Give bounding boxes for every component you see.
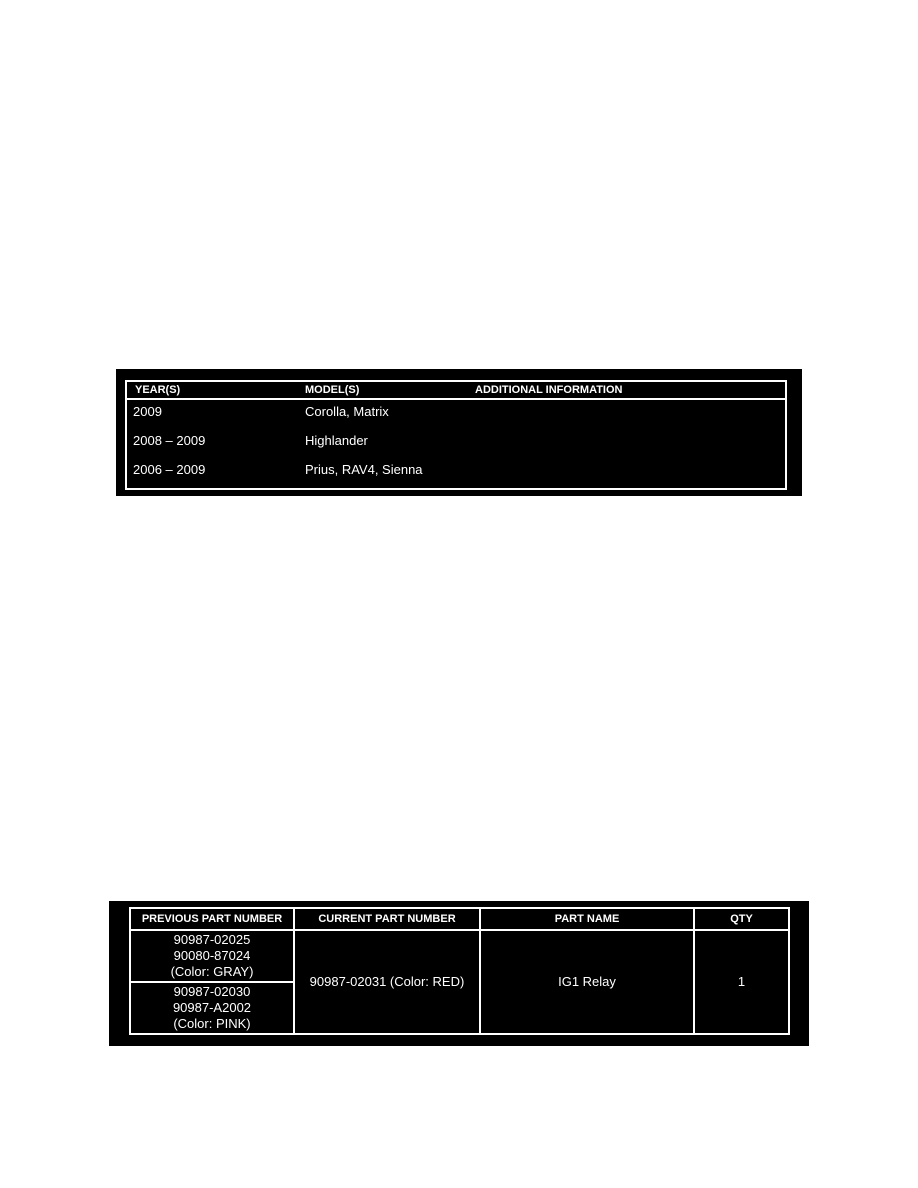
applicability-table-frame bbox=[125, 380, 787, 490]
applicability-table bbox=[116, 369, 802, 496]
applicability-row bbox=[127, 460, 785, 480]
parts-header-row bbox=[130, 908, 789, 930]
header-model: MODEL(S) bbox=[305, 384, 360, 396]
applicability-row bbox=[127, 431, 785, 451]
header-qty: QTY bbox=[694, 908, 789, 930]
row-model: Prius, RAV4, Sienna bbox=[305, 462, 423, 477]
header-additional-info: ADDITIONAL INFORMATION bbox=[475, 384, 623, 396]
applicability-header-row bbox=[127, 382, 785, 400]
header-part-name: PART NAME bbox=[480, 908, 694, 930]
header-previous-part-number: PREVIOUS PART NUMBER bbox=[130, 908, 294, 930]
parts-table-container bbox=[109, 901, 809, 1046]
previous-part-number: 90987-02025 bbox=[173, 932, 251, 947]
parts-table bbox=[129, 907, 790, 1035]
row-year: 2008 – 2009 bbox=[133, 433, 206, 448]
previous-part-cell bbox=[130, 930, 294, 982]
header-current-part-number: CURRENT PART NUMBER bbox=[294, 908, 480, 930]
row-year: 2009 bbox=[133, 404, 162, 419]
previous-part-number: 90987-02030 bbox=[173, 984, 251, 999]
part-name: IG1 Relay bbox=[480, 930, 694, 1034]
row-model: Corolla, Matrix bbox=[305, 404, 389, 419]
header-year: YEAR(S) bbox=[135, 384, 181, 396]
previous-part-number-alt: 90987-A2002 bbox=[172, 1000, 252, 1015]
table-row bbox=[130, 930, 789, 982]
part-qty: 1 bbox=[694, 930, 789, 1034]
row-model: Highlander bbox=[305, 433, 368, 448]
row-year: 2006 – 2009 bbox=[133, 462, 206, 477]
applicability-row bbox=[127, 402, 785, 422]
previous-part-number-alt: 90080-87024 bbox=[173, 948, 251, 963]
current-part-number: 90987-02031 (Color: RED) bbox=[294, 930, 480, 1034]
previous-part-color: (Color: PINK) bbox=[173, 1016, 251, 1031]
previous-part-color: (Color: GRAY) bbox=[170, 964, 254, 979]
previous-part-cell bbox=[130, 982, 294, 1034]
